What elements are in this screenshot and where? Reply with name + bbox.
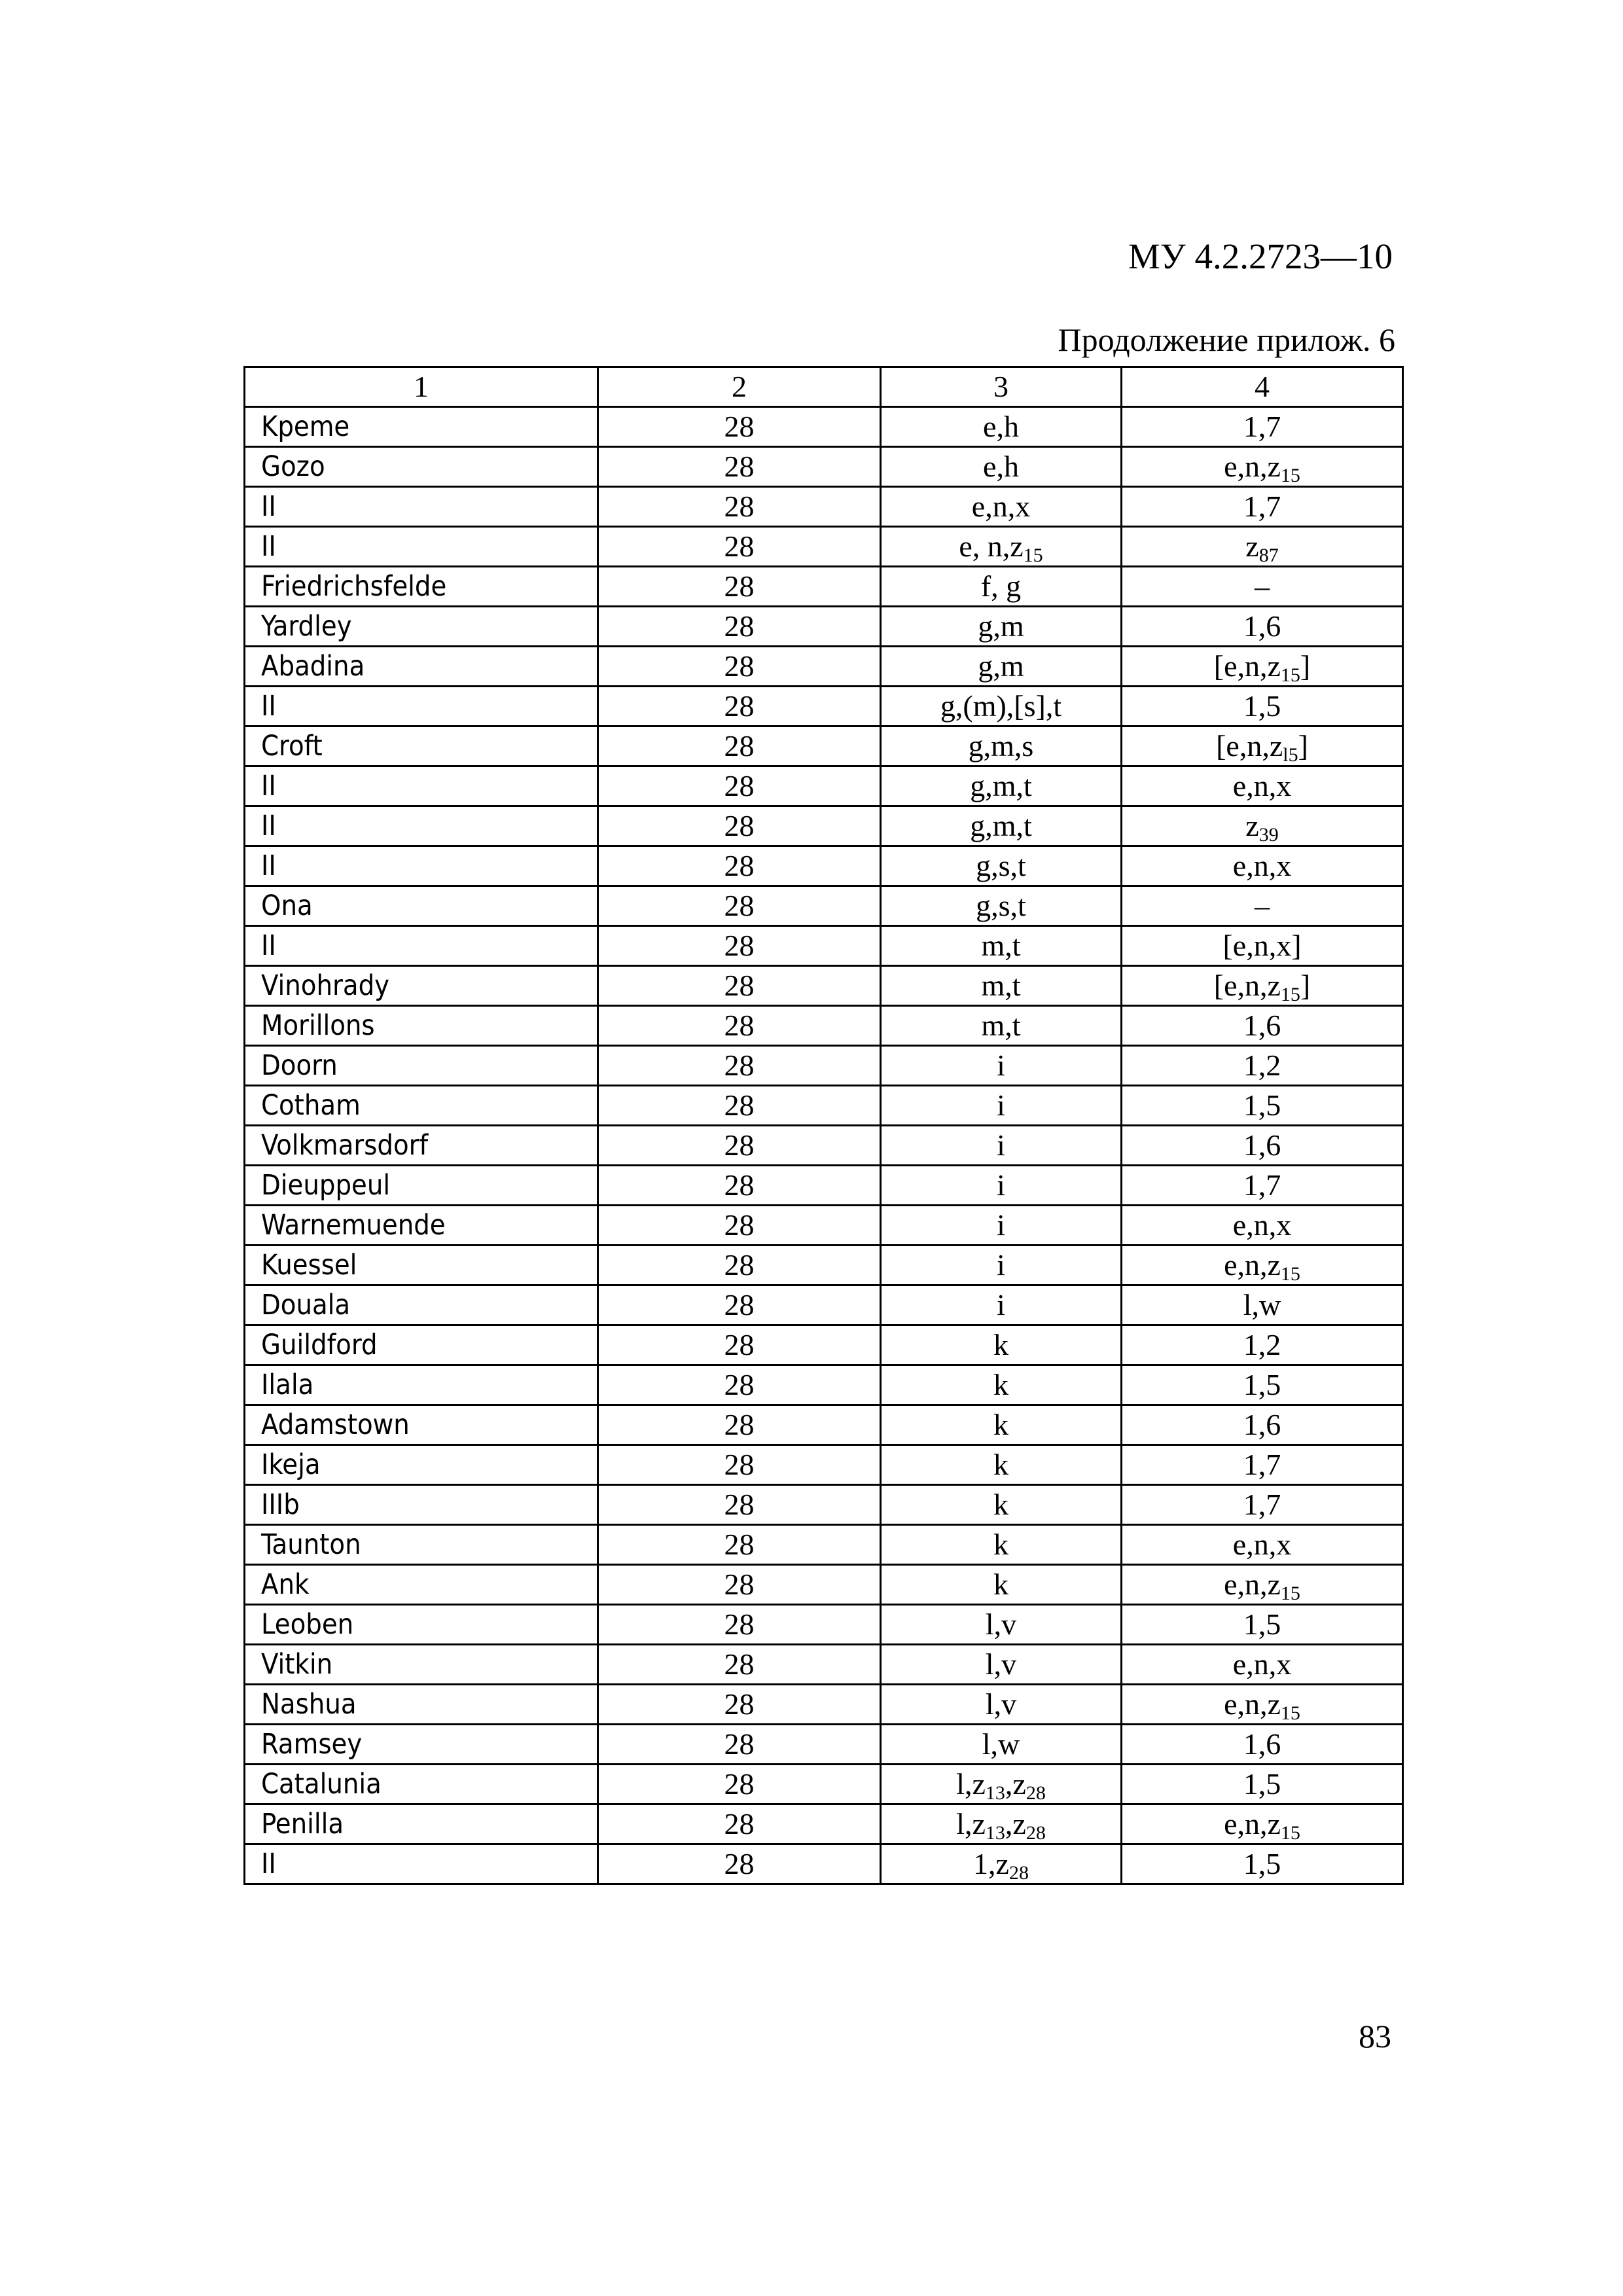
table-cell: 28 bbox=[598, 1605, 881, 1645]
column-header: 1 bbox=[245, 367, 598, 407]
table-cell: Kpeme bbox=[245, 407, 598, 447]
table-cell: k bbox=[881, 1365, 1122, 1405]
table-cell: l,w bbox=[881, 1725, 1122, 1765]
table-cell: 28 bbox=[598, 1485, 881, 1525]
table-cell: 1,2 bbox=[1122, 1325, 1403, 1365]
table-cell: 28 bbox=[598, 527, 881, 567]
table-cell: Adamstown bbox=[245, 1405, 598, 1445]
table-cell: 28 bbox=[598, 1525, 881, 1565]
table-cell: g,(m),[s],t bbox=[881, 687, 1122, 726]
table-cell: Kuessel bbox=[245, 1246, 598, 1285]
table-cell: 28 bbox=[598, 1086, 881, 1126]
table-cell: 28 bbox=[598, 926, 881, 966]
table-cell: Douala bbox=[245, 1285, 598, 1325]
table-row bbox=[245, 687, 1403, 726]
table-row bbox=[245, 1725, 1403, 1765]
table-cell: l,v bbox=[881, 1645, 1122, 1685]
table-row bbox=[245, 1685, 1403, 1725]
table-row bbox=[245, 1804, 1403, 1844]
table-row bbox=[245, 1405, 1403, 1445]
table-cell: 28 bbox=[598, 1006, 881, 1046]
table-cell: g,s,t bbox=[881, 886, 1122, 926]
table-cell: 28 bbox=[598, 806, 881, 846]
table-cell: Guildford bbox=[245, 1325, 598, 1365]
table-cell: $e,n,z_{15}$ bbox=[1122, 1804, 1403, 1844]
table-row bbox=[245, 1365, 1403, 1405]
table-cell: 1,5 bbox=[1122, 1605, 1403, 1645]
table-cell: Ona bbox=[245, 886, 598, 926]
table-cell: Croft bbox=[245, 726, 598, 766]
table-cell: 28 bbox=[598, 726, 881, 766]
table-row bbox=[245, 1086, 1403, 1126]
table-cell: 28 bbox=[598, 1166, 881, 1206]
table-cell: Warnemuende bbox=[245, 1206, 598, 1246]
table-cell: Cotham bbox=[245, 1086, 598, 1126]
table-cell: Friedrichsfelde bbox=[245, 567, 598, 607]
table-row bbox=[245, 1645, 1403, 1685]
table-cell: k bbox=[881, 1565, 1122, 1605]
table-row bbox=[245, 1246, 1403, 1285]
table-cell: 1,7 bbox=[1122, 487, 1403, 527]
table-cell: 28 bbox=[598, 1645, 881, 1685]
table-cell: $l,z_{13},z_{28}$ bbox=[881, 1765, 1122, 1804]
table-cell: k bbox=[881, 1525, 1122, 1565]
table-cell: 28 bbox=[598, 647, 881, 687]
table-cell: IIIb bbox=[245, 1485, 598, 1525]
table-cell: II bbox=[245, 806, 598, 846]
table-cell: 28 bbox=[598, 687, 881, 726]
table-cell: 28 bbox=[598, 1325, 881, 1365]
table-cell: II bbox=[245, 846, 598, 886]
table-cell: l,w bbox=[1122, 1285, 1403, 1325]
table-cell: II bbox=[245, 527, 598, 567]
table-cell: Taunton bbox=[245, 1525, 598, 1565]
table-cell: i bbox=[881, 1206, 1122, 1246]
table-row bbox=[245, 1206, 1403, 1246]
table-cell: 1,5 bbox=[1122, 1844, 1403, 1884]
table-cell: 28 bbox=[598, 407, 881, 447]
table-cell: 1,6 bbox=[1122, 607, 1403, 647]
table-cell: e,n,x bbox=[1122, 1206, 1403, 1246]
table-row bbox=[245, 1166, 1403, 1206]
table-row bbox=[245, 1844, 1403, 1884]
table-cell: 1,5 bbox=[1122, 1365, 1403, 1405]
table-cell: 1,7 bbox=[1122, 407, 1403, 447]
table-cell: Morillons bbox=[245, 1006, 598, 1046]
table-cell: f, g bbox=[881, 567, 1122, 607]
table-cell: i bbox=[881, 1285, 1122, 1325]
table-row bbox=[245, 1765, 1403, 1804]
table-row bbox=[245, 527, 1403, 567]
table-cell: i bbox=[881, 1086, 1122, 1126]
table-cell: i bbox=[881, 1046, 1122, 1086]
table-cell: $[e,n,z_{15}]$ bbox=[1122, 966, 1403, 1006]
table-cell: 1,5 bbox=[1122, 1765, 1403, 1804]
table-cell: e,n,x bbox=[1122, 846, 1403, 886]
table-cell: Vitkin bbox=[245, 1645, 598, 1685]
table-row bbox=[245, 407, 1403, 447]
table-cell: e,h bbox=[881, 447, 1122, 487]
table-cell: Catalunia bbox=[245, 1765, 598, 1804]
table-row bbox=[245, 647, 1403, 687]
table-cell: $z_{87}$ bbox=[1122, 527, 1403, 567]
table-cell: Ank bbox=[245, 1565, 598, 1605]
table-cell: g,m,t bbox=[881, 766, 1122, 806]
table-cell: – bbox=[1122, 886, 1403, 926]
table-cell: Yardley bbox=[245, 607, 598, 647]
table-cell: 28 bbox=[598, 966, 881, 1006]
table-row bbox=[245, 1605, 1403, 1645]
table-cell: Ikeja bbox=[245, 1445, 598, 1485]
table-cell: $z_{39}$ bbox=[1122, 806, 1403, 846]
table-cell: 1,6 bbox=[1122, 1725, 1403, 1765]
table-body bbox=[245, 407, 1403, 1884]
table-cell: 1,5 bbox=[1122, 1086, 1403, 1126]
table-cell: [e,n,x] bbox=[1122, 926, 1403, 966]
table-cell: 28 bbox=[598, 1365, 881, 1405]
table-row bbox=[245, 846, 1403, 886]
table-row bbox=[245, 1325, 1403, 1365]
table-row bbox=[245, 567, 1403, 607]
table-cell: m,t bbox=[881, 966, 1122, 1006]
table-cell: g,m,t bbox=[881, 806, 1122, 846]
serotype-table bbox=[243, 366, 1404, 1885]
table-cell: g,m bbox=[881, 607, 1122, 647]
table-row bbox=[245, 447, 1403, 487]
table-cell: Leoben bbox=[245, 1605, 598, 1645]
column-header: 3 bbox=[881, 367, 1122, 407]
table-row bbox=[245, 926, 1403, 966]
table-row bbox=[245, 1285, 1403, 1325]
table-cell: $1,z_{28}$ bbox=[881, 1844, 1122, 1884]
table-cell: 28 bbox=[598, 1844, 881, 1884]
table-cell: $e,n,z_{15}$ bbox=[1122, 1685, 1403, 1725]
table-row bbox=[245, 1445, 1403, 1485]
table-cell: 28 bbox=[598, 1285, 881, 1325]
table-cell: Gozo bbox=[245, 447, 598, 487]
table-cell: – bbox=[1122, 567, 1403, 607]
table-cell: Volkmarsdorf bbox=[245, 1126, 598, 1166]
table-cell: l,v bbox=[881, 1605, 1122, 1645]
table-cell: k bbox=[881, 1445, 1122, 1485]
table-cell: g,s,t bbox=[881, 846, 1122, 886]
table-cell: 1,7 bbox=[1122, 1485, 1403, 1525]
table-row bbox=[245, 726, 1403, 766]
table-cell: i bbox=[881, 1166, 1122, 1206]
table-cell: II bbox=[245, 1844, 598, 1884]
table-row bbox=[245, 1485, 1403, 1525]
table-cell: 28 bbox=[598, 1126, 881, 1166]
table-row bbox=[245, 1006, 1403, 1046]
table-row bbox=[245, 607, 1403, 647]
table-cell: 1,6 bbox=[1122, 1405, 1403, 1445]
column-header: 4 bbox=[1122, 367, 1403, 407]
table-cell: k bbox=[881, 1485, 1122, 1525]
table-row bbox=[245, 487, 1403, 527]
document-code: МУ 4.2.2723—10 bbox=[1128, 236, 1393, 276]
table-cell: e,n,x bbox=[1122, 766, 1403, 806]
table-row bbox=[245, 966, 1403, 1006]
table-cell: 28 bbox=[598, 1445, 881, 1485]
table-cell: $[e,n,z_{l5}]$ bbox=[1122, 726, 1403, 766]
table-cell: 28 bbox=[598, 886, 881, 926]
table-cell: 1,7 bbox=[1122, 1445, 1403, 1485]
table-cell: 28 bbox=[598, 1206, 881, 1246]
table-cell: II bbox=[245, 926, 598, 966]
table-cell: g,m bbox=[881, 647, 1122, 687]
table-row bbox=[245, 886, 1403, 926]
table-cell: k bbox=[881, 1325, 1122, 1365]
table-cell: 28 bbox=[598, 1725, 881, 1765]
table-cell: Dieuppeul bbox=[245, 1166, 598, 1206]
table-cell: II bbox=[245, 487, 598, 527]
table-cell: Ramsey bbox=[245, 1725, 598, 1765]
table-cell: II bbox=[245, 766, 598, 806]
column-header: 2 bbox=[598, 367, 881, 407]
table-cell: 28 bbox=[598, 766, 881, 806]
table-cell: Doorn bbox=[245, 1046, 598, 1086]
table-cell: 28 bbox=[598, 1405, 881, 1445]
table-cell: e,n,x bbox=[881, 487, 1122, 527]
table-cell: g,m,s bbox=[881, 726, 1122, 766]
table-cell: l,v bbox=[881, 1685, 1122, 1725]
table-cell: k bbox=[881, 1405, 1122, 1445]
table-cell: m,t bbox=[881, 926, 1122, 966]
table-cell: 1,6 bbox=[1122, 1126, 1403, 1166]
table-cell: 28 bbox=[598, 607, 881, 647]
table-cell: e,n,x bbox=[1122, 1525, 1403, 1565]
table-cell: i bbox=[881, 1246, 1122, 1285]
page-number: 83 bbox=[1359, 2018, 1391, 2054]
table-cell: 28 bbox=[598, 487, 881, 527]
table-row bbox=[245, 1525, 1403, 1565]
table-cell: $e,n,z_{15}$ bbox=[1122, 447, 1403, 487]
table-cell: Vinohrady bbox=[245, 966, 598, 1006]
table-cell: e,n,x bbox=[1122, 1645, 1403, 1685]
table-cell: 28 bbox=[598, 1765, 881, 1804]
table-cell: 1,6 bbox=[1122, 1006, 1403, 1046]
table-row bbox=[245, 1565, 1403, 1605]
continuation-caption: Продолжение прилож. 6 bbox=[1058, 321, 1395, 358]
table-cell: Abadina bbox=[245, 647, 598, 687]
table-cell: 1,2 bbox=[1122, 1046, 1403, 1086]
table-cell: II bbox=[245, 687, 598, 726]
table-cell: e,h bbox=[881, 407, 1122, 447]
table-cell: Nashua bbox=[245, 1685, 598, 1725]
table-cell: i bbox=[881, 1126, 1122, 1166]
table-row bbox=[245, 766, 1403, 806]
table-cell: 28 bbox=[598, 567, 881, 607]
table-header-row bbox=[245, 367, 1403, 407]
table-cell: e, $n,z_{15}$ bbox=[881, 527, 1122, 567]
table-cell: 28 bbox=[598, 1246, 881, 1285]
table-row bbox=[245, 1046, 1403, 1086]
table-cell: $l,z_{13},z_{28}$ bbox=[881, 1804, 1122, 1844]
table-cell: 1,7 bbox=[1122, 1166, 1403, 1206]
table-cell: m,t bbox=[881, 1006, 1122, 1046]
table-cell: 28 bbox=[598, 1046, 881, 1086]
table-cell: Penilla bbox=[245, 1804, 598, 1844]
table-cell: 28 bbox=[598, 1804, 881, 1844]
table-cell: $e,n,z_{15}$ bbox=[1122, 1246, 1403, 1285]
table-cell: 28 bbox=[598, 447, 881, 487]
table-cell: 28 bbox=[598, 1565, 881, 1605]
table-row bbox=[245, 806, 1403, 846]
table-cell: $e,n,z_{15}$ bbox=[1122, 1565, 1403, 1605]
table-row bbox=[245, 1126, 1403, 1166]
table-cell: 28 bbox=[598, 846, 881, 886]
table-cell: 1,5 bbox=[1122, 687, 1403, 726]
table-cell: 28 bbox=[598, 1685, 881, 1725]
table-cell: $[e,n,z_{15}]$ bbox=[1122, 647, 1403, 687]
table-cell: Ilala bbox=[245, 1365, 598, 1405]
